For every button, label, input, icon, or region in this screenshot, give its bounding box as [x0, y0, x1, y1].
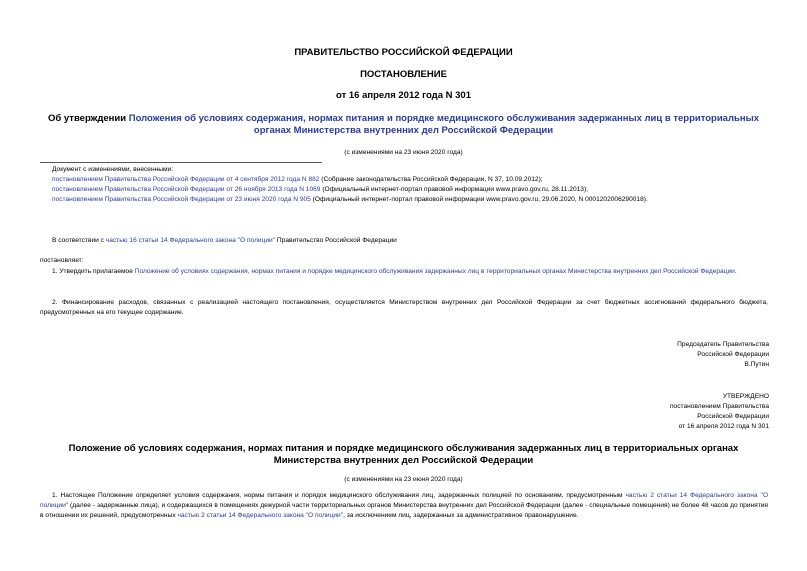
amendment-link[interactable]: постановлением Правительства Российской Федерации от 4 сентября 2012 года N 882 — [52, 176, 320, 183]
amendment-link[interactable]: постановлением Правительства Российской Федерации от 26 ноября 2013 года N 1069 — [52, 186, 321, 193]
signature-position: Председатель Правительства — [677, 341, 769, 348]
reg-item-1-law-link-2[interactable]: частью 2 статьи 14 Федерального закона "О полиции" — [177, 512, 344, 519]
amendment-source: (Официальный интернет-портал правовой информации www.pravo.gov.ru, 28.11.2013); — [320, 186, 589, 193]
signature-block — [677, 340, 769, 370]
approved-date: от 16 апреля 2012 года N 301 — [678, 423, 769, 430]
decrees-line: постановляет: — [40, 257, 84, 264]
approved-by: постановлением Правительства — [669, 403, 769, 410]
reg-item-1-text-2: (далее - задержанные лица), и содержащихся в помещениях дежурной части территориальных органов Министерства внутренних дел Российской Федерации (далее - специальные помещения) не более 48 часов до принятия в отношении их решений, предусмотренных — [40, 502, 768, 519]
preamble-text-end: Правительство Российской Федерации — [275, 237, 397, 244]
amendment-source: (Собрание законодательства Российской Федерации, N 37, 10.09.2012); — [319, 176, 543, 183]
regulation-item-1 — [40, 491, 768, 521]
approved-country: Российской Федерации — [697, 413, 769, 420]
document-type-heading: ПОСТАНОВЛЕНИЕ — [360, 69, 447, 80]
item-1-text: 1. Утвердить прилагаемое — [52, 268, 135, 275]
signature-name: В.Путин — [744, 361, 769, 368]
title-prefix: Об утверждении — [48, 113, 129, 124]
signature-country: Российской Федерации — [697, 351, 769, 358]
reg-item-1-text-3: , за исключением лиц, задержанных за административное правонарушение. — [343, 512, 579, 519]
changes-note: (с изменениями на 23 июня 2020 года) — [344, 149, 463, 156]
item-1-end: . — [734, 268, 737, 275]
title-regulation-link[interactable]: Положения об условиях содержания, нормах питания и порядке медицинского обслуживания задержанных лиц в территориальных органах Министерства внутренних дел Российской Федерации — [128, 113, 759, 136]
item-1-paragraph — [40, 267, 768, 277]
amendment-source: (Официальный интернет-портал правовой информации www.pravo.gov.ru, 29.06.2020, N 0001202006290018). — [310, 196, 648, 203]
amendment-item — [52, 195, 772, 205]
reg-item-1-text: 1. Настоящее Положение определяет условия содержания, нормы питания и порядок медицинского обслуживания лиц, задержанных полицией по основаниям, предусмотренным — [52, 492, 626, 499]
amendment-item — [52, 175, 772, 185]
preamble-law-link[interactable]: частью 16 статьи 14 Федерального закона "О полиции" — [105, 237, 276, 244]
document-date-heading: от 16 апреля 2012 года N 301 — [336, 90, 471, 101]
preamble-paragraph — [40, 236, 768, 246]
item-1-regulation-link[interactable]: Положение об условиях содержания, нормах питания и порядке медицинского обслуживания задержанных лиц в территориальных органах Министерства внутренних дел Российской Федерации — [134, 268, 735, 275]
preamble-text: В соответствии с — [52, 237, 106, 244]
amendment-link[interactable]: постановлением Правительства Российской Федерации от 23 июня 2020 года N 905 — [52, 196, 311, 203]
government-heading: ПРАВИТЕЛЬСТВО РОССИЙСКОЙ ФЕДЕРАЦИИ — [294, 47, 513, 58]
item-2-paragraph: 2. Финансирование расходов, связанных с реализацией настоящего постановления, осуществляется Министерством внутренних дел Российской Федерации за счет бюджетных ассигнований федерального бюджета, предусмотренных на его текущее содержание. — [40, 299, 768, 316]
regulation-title: Положение об условиях содержания, нормах питания и порядке медицинского обслуживания задержанных лиц в территориальных органах Министерства внутренних дел Российской Федерации — [68, 443, 739, 466]
amendments-divider — [40, 162, 322, 163]
amendments-block — [52, 165, 772, 205]
amendment-item — [52, 185, 772, 195]
document-title — [40, 113, 767, 137]
amendments-intro: Документ с изменениями, внесенными: — [52, 166, 174, 173]
approved-label: УТВЕРЖДЕНО — [722, 393, 769, 400]
approval-block — [670, 392, 769, 432]
regulation-changes-note: (с изменениями на 23 июня 2020 года) — [344, 476, 463, 483]
reg-item-1-law-link[interactable]: частью 2 статьи 14 Федерального закона "О полиции" — [40, 492, 768, 509]
